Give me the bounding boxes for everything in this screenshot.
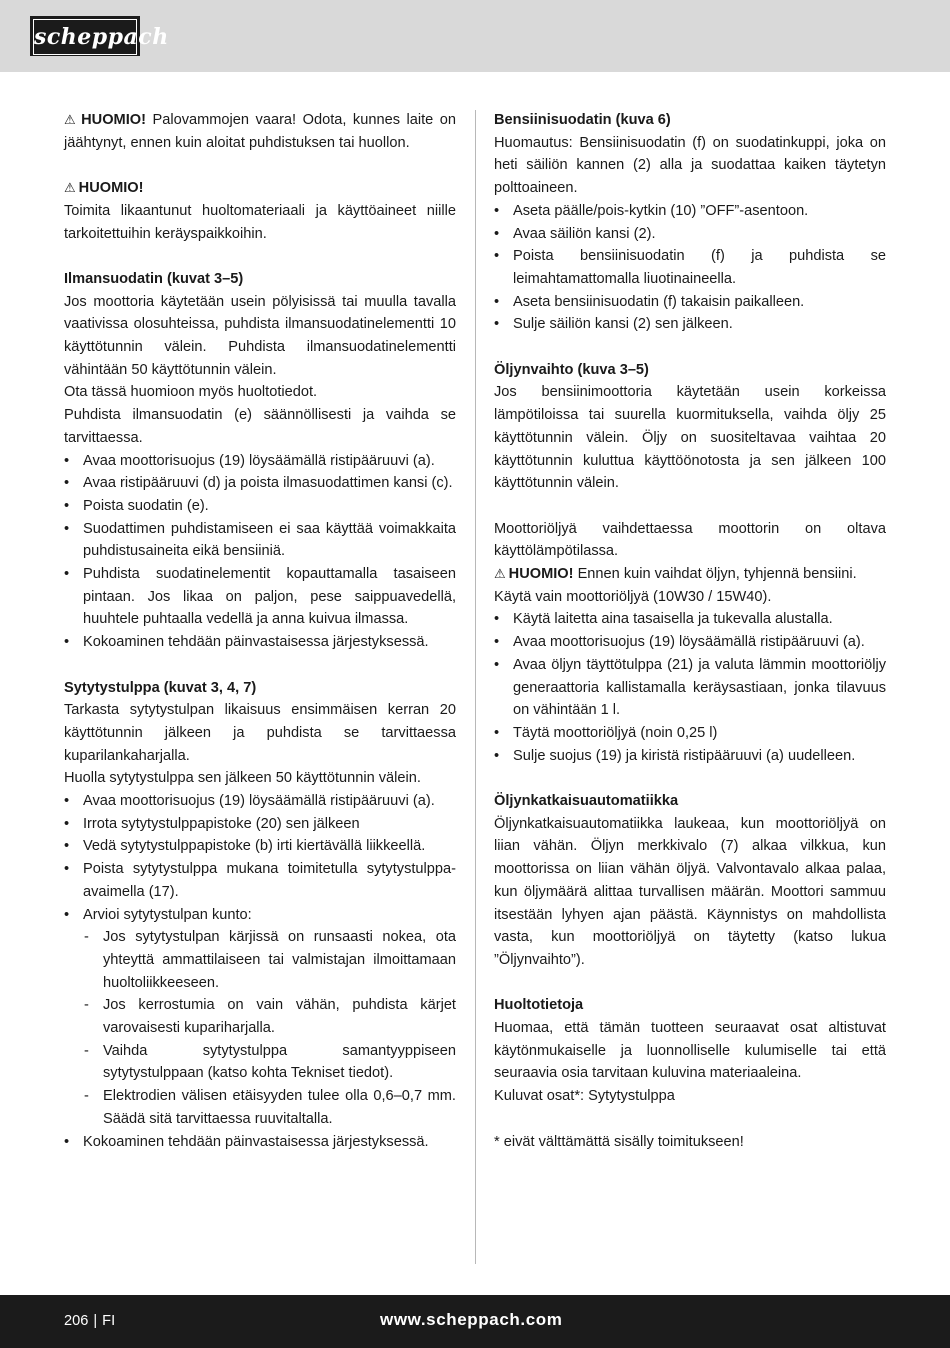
list-item: • Puhdista suodatinelementit kopauttamalla tasaiseen pintaan. Jos likaa on paljon, pese saippuavedellä, huuhtele puhtaalla vedellä ja anna kuivua ilmassa. [64, 563, 456, 631]
air-filter-paragraph: Puhdista ilmansuodatin (e) säännöllisesti ja vaihda se tarvittaessa. [64, 407, 456, 446]
list-item: • Avaa öljyn täyttötulppa (21) ja valuta lämmin moottoriöljy generaattoria kallistamalla keräysastiaan, jonka tilavuus on vähintään 1 l. [494, 654, 886, 722]
air-filter-paragraph: Ota tässä huomioon myös huoltotiedot. [64, 384, 318, 401]
warning-triangle-icon: ⚠ [494, 566, 506, 582]
air-filter-paragraph: Jos moottoria käytetään usein pölyisissä tai muulla tavalla vaativissa olosuhteissa, puhdista ilmansuodatinelementti 10 käyttötunnin välein. Puhdista ilmansuodatinelementti vähintään 50 käyttötunnin välein. [64, 293, 456, 378]
air-filter-heading: Ilmansuodatin (kuvat 3–5) [64, 270, 244, 287]
column-divider [475, 110, 476, 1264]
list-item: • Arvioi sytytystulpan kunto: [64, 904, 456, 927]
sub-list-item: - Elektrodien välisen etäisyyden tulee olla 0,6–0,7 mm. Säädä sitä tarvittaessa ruuvitaltalla. [64, 1085, 456, 1130]
fuel-filter-heading: Bensiinisuodatin (kuva 6) [494, 112, 671, 128]
air-filter-steps [64, 450, 456, 654]
spark-plug-paragraph: Tarkasta sytytystulpan likaisuus ensimmäisen kerran 20 käyttötunnin jälkeen ja puhdista se tarvittaessa kuparilankaharjalla. [64, 702, 456, 764]
list-item: • Sulje säiliön kansi (2) sen jälkeen. [494, 313, 886, 336]
service-info-paragraph: Huomaa, että tämän tuotteen seuraavat osat altistuvat käytönmukaiselle ja luonnolliselle kulumiselle tai että seuraavia osia tarvitaan kuluvina materiaaleina. [494, 1020, 886, 1082]
sub-list-item: - Jos sytytystulpan kärjissä on runsaasti nokea, ota yhteyttä ammattilaiseen tai valmistajan ilmoittamaan huoltoliikkeeseen. [64, 926, 456, 994]
oil-change-paragraph: Jos bensiinimoottoria käytetään usein korkeissa lämpötiloissa tai suurella kuormituksella, vaihda öljy 25 käyttötunnin välein. Öljy on suositeltavaa vaihtaa 20 käyttötunnin kuluttua käyttöönotosta ja sen jälkeen 100 käyttötunnin välein. [494, 384, 886, 492]
list-item: • Sulje suojus (19) ja kiristä ristipääruuvi (a) uudelleen. [494, 745, 886, 768]
oil-shutoff-heading: Öljynkatkaisuautomatiikka [494, 793, 679, 810]
left-column [64, 109, 456, 1153]
list-item: • Täytä moottoriöljyä (noin 0,25 l) [494, 722, 886, 745]
warning-triangle-icon: ⚠ [64, 180, 76, 196]
right-column [494, 109, 886, 1153]
header-bar [0, 0, 950, 72]
spark-plug-steps [64, 790, 456, 1153]
footnote: * eivät välttämättä sisälly toimitukseen! [494, 1133, 744, 1150]
list-item: • Avaa moottorisuojus (19) löysäämällä ristipääruuvi (a). [494, 631, 886, 654]
warning-disposal-heading: ⚠ HUOMIO! [64, 180, 144, 197]
list-item: • Avaa moottorisuojus (19) löysäämällä ristipääruuvi (a). [64, 450, 456, 473]
list-item: • Aseta päälle/pois-kytkin (10) ”OFF”-asentoon. [494, 200, 886, 223]
list-item: • Aseta bensiinisuodatin (f) takaisin paikalleen. [494, 291, 886, 314]
list-item: • Poista bensiinisuodatin (f) ja puhdista se leimahtamattomalla liuotinaineella. [494, 245, 886, 290]
warning-disposal-text: Toimita likaantunut huoltomateriaali ja käyttöaineet niille tarkoitettuihin keräyspaikkoihin. [64, 202, 456, 242]
footer-bar [0, 1295, 950, 1348]
fuel-filter-paragraph: Huomautus: Bensiinisuodatin (f) on suodatinkuppi, joka on heti säiliön kannen (2) alla ja suodattaa kaiken täytetyn polttoaineen. [494, 134, 886, 197]
service-info-heading: Huoltotietoja [494, 997, 584, 1014]
list-item: • Käytä laitetta aina tasaisella ja tukevalla alustalla. [494, 608, 886, 631]
sub-list-item: - Jos kerrostumia on vain vähän, puhdista kärjet varovaisesti kupariharjalla. [64, 994, 456, 1039]
oil-change-steps [494, 608, 886, 767]
list-item: • Irrota sytytystulppapistoke (20) sen jälkeen [64, 813, 456, 836]
oil-shutoff-paragraph: Öljynkatkaisuautomatiikka laukeaa, kun moottoriöljyä on liian vähän. Öljyn merkkivalo (7) alkaa vilkkua, kun moottorissa on liian vähän öljyä. Valvontavalo alkaa palaa, kun öljymäärä alittaa turvallisen määrän. Moottori sammuu itsestään lyhyen ajan päästä. Käynnistys on mahdollista vasta, kun moottoriöljyä on täytetty (katso lukua ”Öljynvaihto”). [494, 815, 886, 968]
sub-list-item: - Vaihda sytytystulppa samantyyppiseen sytytystulppaan (katso kohta Tekniset tiedot). [64, 1040, 456, 1085]
list-item: • Kokoaminen tehdään päinvastaisessa järjestyksessä. [64, 1131, 456, 1154]
list-item: • Avaa ristipääruuvi (d) ja poista ilmasuodattimen kansi (c). [64, 472, 456, 495]
warning-burn: ⚠ HUOMIO! Palovammojen vaara! Odota, kunnes laite on jäähtynyt, ennen kuin aloitat puhdistuksen tai huollon. [64, 112, 457, 151]
page-number: 206 | FI [64, 1313, 116, 1329]
list-item: • Poista sytytystulppa mukana toimitetulla sytytystulppa-avaimella (17). [64, 858, 456, 903]
wear-parts: Kuluvat osat*: Sytytystulppa [494, 1088, 675, 1105]
spark-plug-paragraph: Huolla sytytystulppa sen jälkeen 50 käyttötunnin välein. [64, 770, 421, 787]
oil-change-warning: ⚠ HUOMIO! Ennen kuin vaihdat öljyn, tyhjennä bensiini. [494, 566, 857, 583]
oil-change-paragraph: Moottoriöljyä vaihdettaessa moottorin on oltava käyttölämpötilassa. [494, 520, 886, 560]
list-item: • Suodattimen puhdistamiseen ei saa käyttää voimakkaita puhdistusaineita eikä bensiiniä. [64, 518, 456, 563]
list-item: • Poista suodatin (e). [64, 495, 456, 518]
list-item: • Kokoaminen tehdään päinvastaisessa järjestyksessä. [64, 631, 456, 654]
fuel-filter-steps [494, 200, 886, 336]
brand-logo: scheppach [30, 16, 140, 56]
oil-change-heading: Öljynvaihto (kuva 3–5) [494, 361, 649, 378]
list-item: • Avaa moottorisuojus (19) löysäämällä ristipääruuvi (a). [64, 790, 456, 813]
website-url: www.scheppach.com [380, 1310, 563, 1329]
spark-plug-heading: Sytytystulppa (kuvat 3, 4, 7) [64, 679, 257, 696]
list-item: • Avaa säiliön kansi (2). [494, 223, 886, 246]
list-item: • Vedä sytytystulppapistoke (b) irti kiertävällä liikkeellä. [64, 835, 456, 858]
warning-triangle-icon: ⚠ [64, 112, 79, 127]
oil-type-note: Käytä vain moottoriöljyä (10W30 / 15W40). [494, 588, 772, 605]
